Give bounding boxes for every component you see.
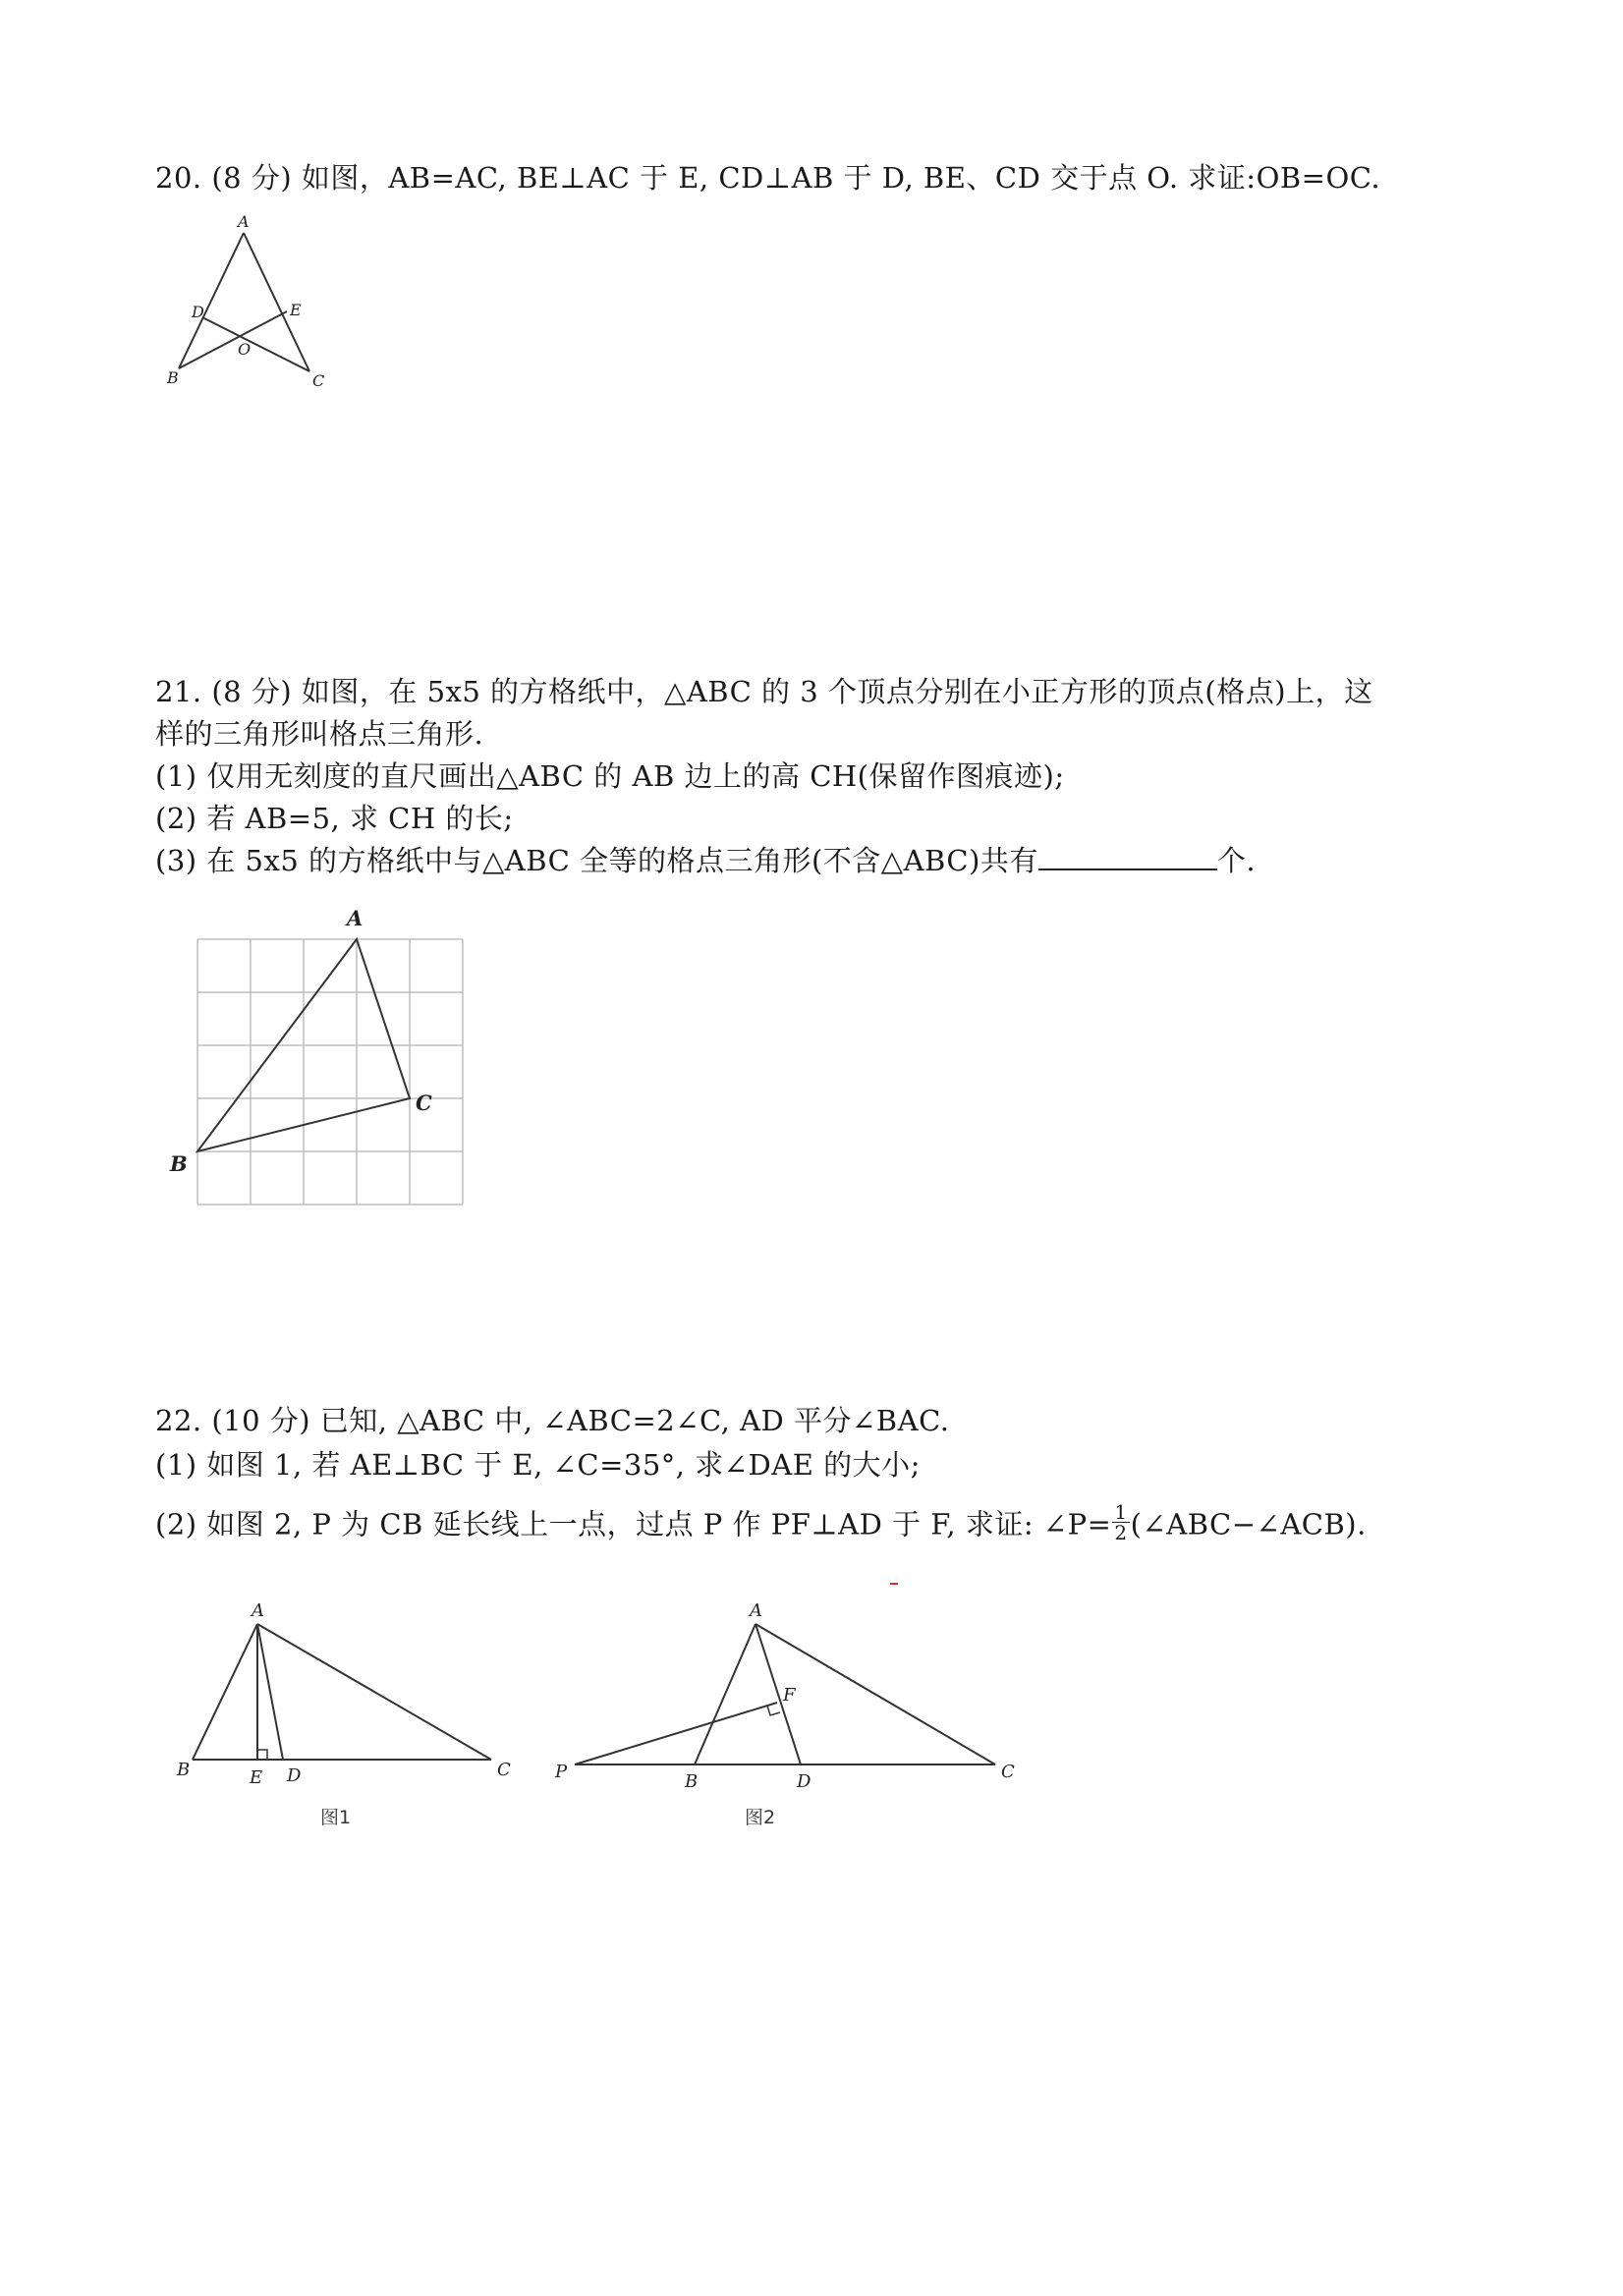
fig1-label-c: C — [497, 1760, 511, 1780]
q20-text: 20. (8 分) 如图，AB=AC, BE⊥AC 于 E, CD⊥AB 于 D, BE、CD 交于点 O. 求证:OB=OC. — [155, 161, 1381, 195]
fig1-caption: 图1 — [320, 1807, 352, 1828]
q20-segment-ab — [179, 233, 244, 368]
fig2-label-d: D — [797, 1771, 812, 1792]
q22-figure-1 — [167, 1596, 531, 1842]
q21-label-a: A — [347, 906, 364, 930]
fig1-segment-ab — [193, 1624, 257, 1760]
fig2-segment-ab — [695, 1624, 756, 1764]
q22-sub2 — [155, 1500, 1367, 1546]
fig1-segment-ad — [257, 1624, 283, 1760]
fig1-label-e: E — [250, 1767, 263, 1788]
q20-segment-cd — [202, 317, 309, 371]
fig2-caption: 图2 — [745, 1807, 776, 1828]
q22-line1: 22. (10 分) 已知, △ABC 中, ∠ABC=2∠C, AD 平分∠BAC. — [155, 1404, 950, 1437]
q22-figure-2 — [545, 1596, 1036, 1842]
q21-sub2: (2) 若 AB=5, 求 CH 的长; — [155, 802, 514, 835]
fig2-right-angle-mark — [767, 1706, 780, 1715]
fig2-segment-pf — [575, 1703, 777, 1764]
q21-sub1: (1) 仅用无刻度的直尺画出△ABC 的 AB 边上的高 CH(保留作图痕迹); — [155, 759, 1065, 793]
fig1-label-b: B — [177, 1760, 191, 1780]
q21-label-b: B — [170, 1151, 188, 1176]
q20-label-o: O — [238, 340, 252, 359]
q21-line2: 样的三角形叫格点三角形. — [155, 717, 484, 751]
q21-answer-blank — [1038, 843, 1217, 870]
q22-sub2-text: (2) 如图 2, P 为 CB 延长线上一点，过点 P 作 PF⊥AD 于 F, 求证: ∠P= — [155, 1507, 1112, 1541]
q21-sub3 — [155, 843, 1256, 878]
q22-sub2-suffix: (∠ABC−∠ACB). — [1130, 1507, 1367, 1541]
q21-sub3-text: (3) 在 5x5 的方格纸中与△ABC 全等的格点三角形(不含△ABC)共有 — [155, 844, 1038, 877]
q21-grid-figure — [162, 904, 476, 1218]
q20-label-e: E — [290, 301, 302, 319]
q21-label-c: C — [416, 1091, 432, 1115]
fig2-label-c: C — [1001, 1762, 1015, 1782]
q20-label-d: D — [192, 303, 204, 321]
q21-line1: 21. (8 分) 如图，在 5x5 的方格纸中，△ABC 的 3 个顶点分别在小正方形的顶点(格点)上，这 — [155, 675, 1373, 708]
fig2-label-p: P — [555, 1762, 568, 1782]
fig1-segment-ac — [257, 1624, 491, 1760]
fig2-label-f: F — [783, 1685, 796, 1706]
q22-sub1: (1) 如图 1, 若 AE⊥BC 于 E, ∠C=35°, 求∠DAE 的大小; — [155, 1448, 921, 1482]
q20-triangle-figure — [157, 211, 344, 393]
q20-label-a: A — [238, 212, 250, 231]
fig1-label-a: A — [252, 1600, 264, 1621]
fig2-label-a: A — [750, 1600, 762, 1621]
q22-fraction-one-half: $\frac{1}{2}$ — [1114, 1500, 1128, 1544]
q21-sub3-suffix: 个. — [1216, 844, 1257, 877]
fig1-label-d: D — [287, 1765, 302, 1786]
q20-label-c: C — [312, 371, 325, 390]
fig1-right-angle-mark — [257, 1750, 267, 1760]
fig2-label-b: B — [685, 1771, 699, 1792]
q20-label-b: B — [167, 368, 179, 387]
stray-red-mark — [890, 1583, 898, 1585]
